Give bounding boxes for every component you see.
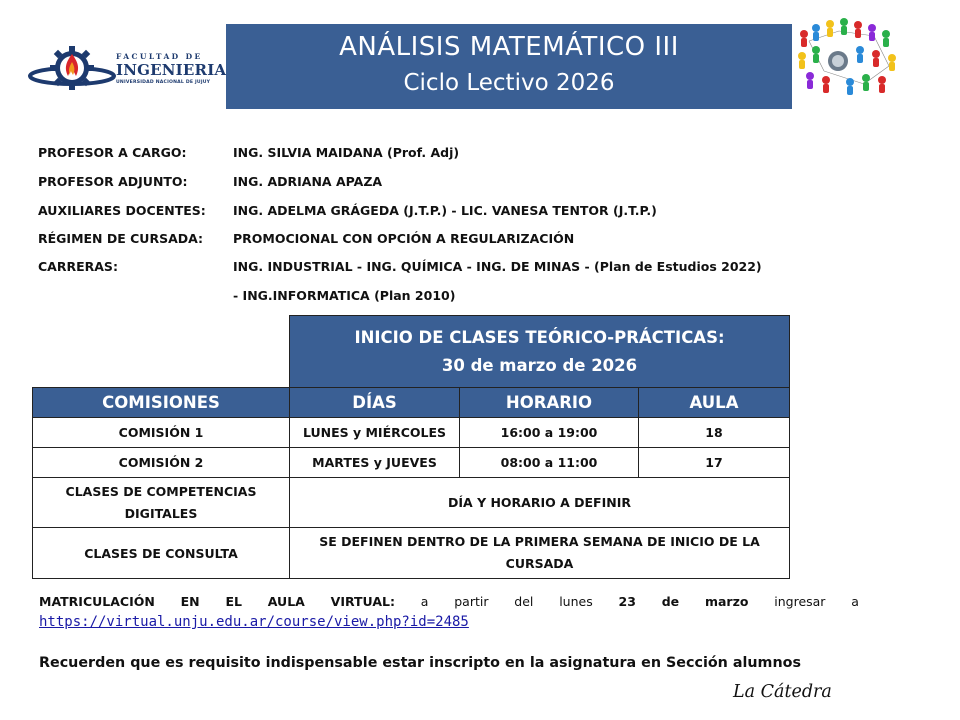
enrollment-word: lunes [559,594,593,609]
enrollment-word: AULA [267,594,305,609]
info-value: ING. INDUSTRIAL - ING. QUÍMICA - ING. DE MINAS - (Plan de Estudios 2022) [233,259,762,274]
page-title: ANÁLISIS MATEMÁTICO III [339,32,679,62]
comision-cell: COMISIÓN 2 [33,448,290,478]
info-label: PROFESOR ADJUNTO: [38,174,188,189]
virtual-classroom-link[interactable]: https://virtual.unju.edu.ar/course/view.php?id=2485 [39,614,469,630]
info-label: PROFESOR A CARGO: [38,145,187,160]
table-row [33,448,790,478]
table-row [33,528,790,579]
info-label: CARRERAS: [38,259,118,274]
dias-cell: LUNES y MIÉRCOLES [290,418,460,448]
enrollment-word: VIRTUAL: [330,594,395,609]
table-row [33,478,790,528]
column-header: DÍAS [290,388,460,418]
enrollment-word: de [661,594,680,609]
enrollment-notice [39,594,859,630]
enrollment-word: ingresar [774,594,826,609]
aula-cell: 18 [639,418,790,448]
info-label: RÉGIMEN DE CURSADA: [38,231,204,246]
info-value: ING. ADRIANA APAZA [233,174,383,189]
faculty-logo [28,40,227,96]
enrollment-text [39,594,859,609]
logo-line1: FACULTAD DE [116,52,203,61]
enrollment-word: marzo [704,594,749,609]
horario-cell: 16:00 a 19:00 [460,418,639,448]
competencias-value-cell: DÍA Y HORARIO A DEFINIR [290,478,790,528]
page-subtitle: Ciclo Lectivo 2026 [403,70,615,96]
column-header: HORARIO [460,388,639,418]
competencias-label-cell: CLASES DE COMPETENCIAS DIGITALES [33,478,290,528]
horario-cell: 08:00 a 11:00 [460,448,639,478]
table-row [33,418,790,448]
enrollment-word: EN [180,594,200,609]
enrollment-word: MATRICULACIÓN [39,594,155,609]
consulta-value-cell: SE DEFINEN DENTRO DE LA PRIMERA SEMANA DE INICIO DE LA CURSADA [290,528,790,579]
comision-cell: COMISIÓN 1 [33,418,290,448]
aula-cell: 17 [639,448,790,478]
blank-cell [33,316,290,388]
info-value: PROMOCIONAL CON OPCIÓN A REGULARIZACIÓN [233,231,575,246]
gear-flame-icon [28,40,116,96]
enrollment-word: a [420,594,429,609]
enrollment-reminder: Recuerden que es requisito indispensable estar inscripto en la asignatura en Sección alumnos [39,655,801,671]
info-value: ING. SILVIA MAIDANA (Prof. Adj) [233,145,460,160]
class-start-cell [290,316,790,388]
info-label: AUXILIARES DOCENTES: [38,203,206,218]
title-banner [226,24,792,109]
people-network-illustration [794,16,904,98]
schedule-table [32,315,790,579]
consulta-label-cell: CLASES DE CONSULTA [33,528,290,579]
logo-line2: INGENIERIA [116,61,227,79]
enrollment-word: partir [454,594,489,609]
signature: La Cátedra [733,682,832,702]
column-header: AULA [639,388,790,418]
dias-cell: MARTES y JUEVES [290,448,460,478]
info-value-continued: - ING.INFORMATICA (Plan 2010) [233,288,456,303]
info-value: ING. ADELMA GRÁGEDA (J.T.P.) - LIC. VANESA TENTOR (J.T.P.) [233,203,657,218]
enrollment-word: 23 [618,594,636,609]
enrollment-word: a [851,594,859,609]
logo-line3: UNIVERSIDAD NACIONAL DE JUJUY [116,80,211,85]
enrollment-word: EL [225,594,242,609]
class-start-date: 30 de marzo de 2026 [441,355,638,375]
enrollment-word: del [514,594,534,609]
class-start-title: INICIO DE CLASES TEÓRICO-PRÁCTICAS: [354,327,725,347]
column-header: COMISIONES [33,388,290,418]
